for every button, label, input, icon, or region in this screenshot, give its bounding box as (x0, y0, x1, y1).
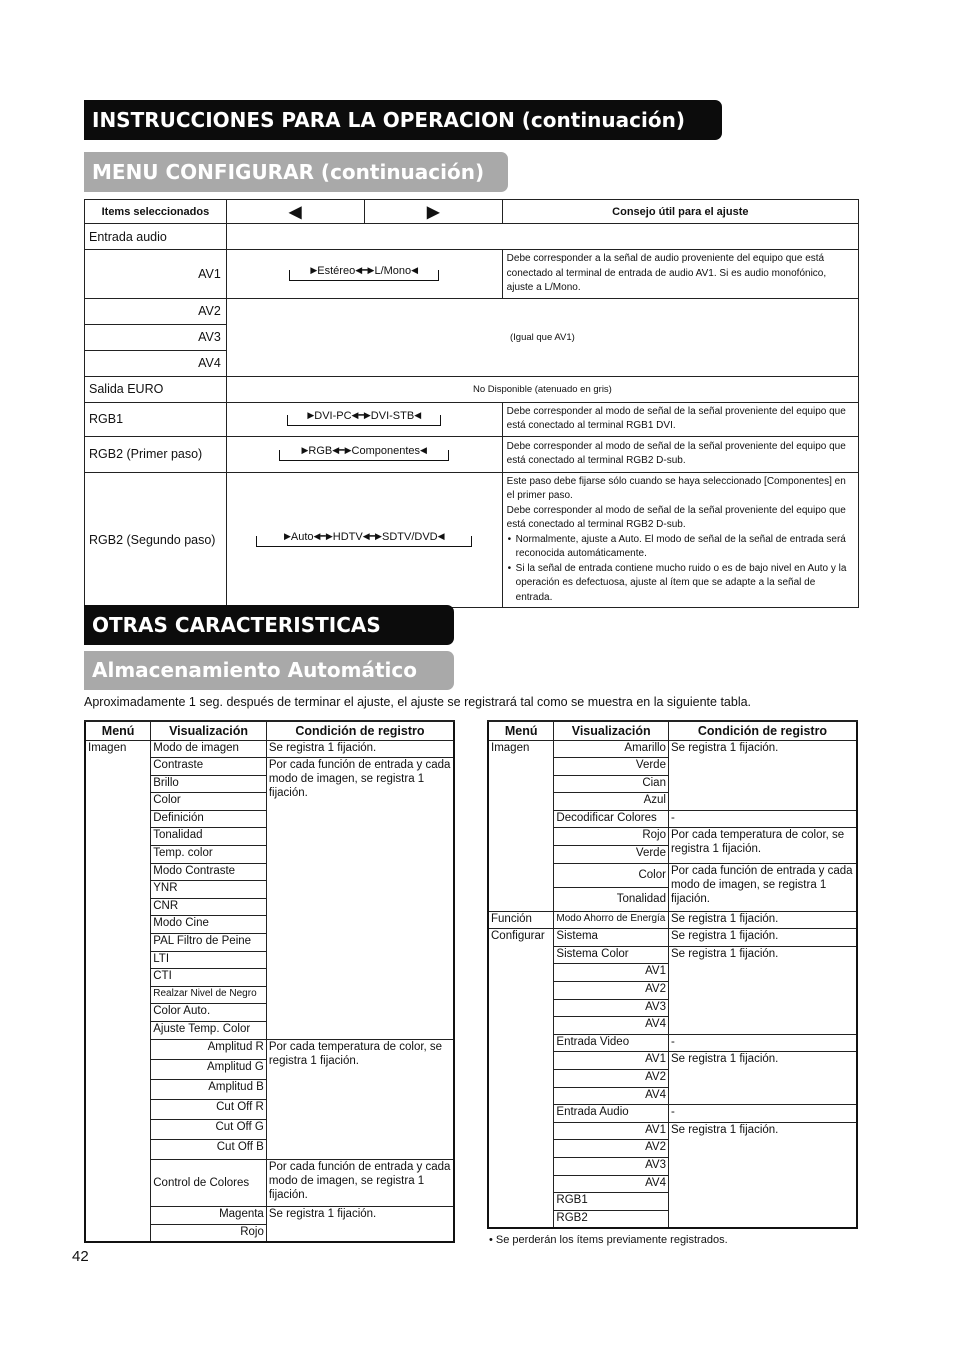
vis-item: Amplitud G (151, 1059, 267, 1079)
vis-item: AV1 (554, 1122, 669, 1140)
rgb2b-tip (502, 472, 858, 608)
vis-item: Rojo (151, 1224, 267, 1242)
vis-item: Modo Contraste (151, 863, 267, 881)
row-salida-euro: Salida EURO (85, 376, 227, 402)
vis-item: Modo Cine (151, 916, 267, 934)
right-arrow-icon: ▶ (364, 200, 502, 224)
vis-item: Color (554, 863, 669, 887)
vis-item: Rojo (554, 828, 669, 846)
vis-item: Modo de imagen (151, 740, 267, 758)
cond-cell: Se registra 1 fijación. (668, 946, 857, 1034)
cond-cell: Por cada función de entrada y cada modo de imagen, se registra 1 fijación. (668, 863, 857, 911)
cond-cell: - (668, 810, 857, 828)
vis-item: Entrada Video (554, 1034, 669, 1052)
vis-item: Cut Off R (151, 1099, 267, 1119)
vis-item: AV2 (554, 1140, 669, 1158)
header-menu: Menú (488, 721, 554, 740)
cycle-option: DVI-PC (314, 409, 352, 422)
cycle-option: SDTV/DVD (381, 530, 438, 543)
tip-text: Este paso debe fijarse sólo cuando se haya seleccionado [Componentes] en el primer paso. (506, 475, 846, 501)
vis-item: Verde (554, 846, 669, 864)
row-av2-label: AV2 (85, 298, 227, 324)
row-rgb2-segundo: RGB2 (Segundo paso) (85, 472, 227, 608)
menu-imagen: Imagen (488, 740, 554, 911)
rgb2a-tip: Debe corresponder al modo de señal de la señal proveniente del equipo que está conectado al terminal RGB2 D-sub. (502, 436, 858, 472)
cond-cell: Por cada temperatura de color, se registra 1 fijación. (266, 1039, 454, 1159)
cond-cell: Se registra 1 fijación. (668, 929, 857, 947)
settings-table (84, 199, 859, 608)
header-condicion: Condición de registro (668, 721, 857, 740)
intro-text: Aproximadamente 1 seg. después de terminar el ajuste, el ajuste se registrará tal como se muestra en la siguiente tabla. (84, 695, 752, 709)
vis-item: AV4 (554, 1175, 669, 1193)
menu-imagen: Imagen (85, 740, 151, 1242)
vis-item: Realzar Nivel de Negro (151, 986, 267, 1004)
vis-item: Definición (151, 810, 267, 828)
vis-item: LTI (151, 951, 267, 969)
vis-item: Sistema (554, 929, 669, 947)
cond-cell: - (668, 1034, 857, 1052)
vis-item: CNR (151, 898, 267, 916)
header-condicion: Condición de registro (266, 721, 454, 740)
cond-cell: Por cada función de entrada y cada modo de imagen, se registra 1 fijación. (266, 758, 454, 1040)
vis-item: CTI (151, 969, 267, 987)
row-av3-label: AV3 (85, 324, 227, 350)
vis-item: AV4 (554, 1087, 669, 1105)
memory-table-left (84, 720, 455, 1243)
cond-cell: Se registra 1 fijación. (668, 911, 857, 929)
vis-item: Entrada Audio (554, 1105, 669, 1123)
vis-item: Cut Off G (151, 1119, 267, 1139)
row-rgb1: RGB1 (85, 402, 227, 436)
vis-item: AV2 (554, 982, 669, 1000)
vis-item: Amplitud B (151, 1079, 267, 1099)
vis-item: AV3 (554, 999, 669, 1017)
row-av1-label: AV1 (85, 250, 227, 299)
cycle-option: DVI-STB (370, 409, 415, 422)
vis-item: AV4 (554, 1017, 669, 1035)
cond-cell: - (668, 1105, 857, 1123)
vis-item: Ajuste Temp. Color (151, 1022, 267, 1040)
vis-item: Temp. color (151, 846, 267, 864)
vis-item: Decodificar Colores (554, 810, 669, 828)
rgb2b-cycle: ▶ Auto ◀━▶ HDTV ◀━▶ SDTV/DVD ◀ (226, 472, 502, 608)
left-arrow-icon: ◀ (226, 200, 364, 224)
menu-funcion: Función (488, 911, 554, 929)
vis-item: Color (151, 793, 267, 811)
same-as-av1: (Igual que AV1) (226, 298, 858, 376)
tip-text: Debe corresponder al modo de señal de la señal proveniente del equipo que está conectado al terminal RGB2 D-sub. (506, 504, 846, 530)
row-av4-label: AV4 (85, 350, 227, 376)
vis-item: PAL Filtro de Peine (151, 934, 267, 952)
vis-item: Sistema Color (554, 946, 669, 964)
vis-item: Amarillo (554, 740, 669, 758)
vis-item: Contraste (151, 758, 267, 776)
header-items: Items seleccionados (85, 200, 227, 224)
vis-item: Cian (554, 775, 669, 793)
rgb2a-cycle: ▶ RGB ◀━▶ Componentes ◀ (226, 436, 502, 472)
cycle-option: Auto (290, 530, 314, 543)
cond-cell: Se registra 1 fijación. (668, 740, 857, 810)
empty-cell (226, 224, 858, 250)
vis-item: Cut Off B (151, 1139, 267, 1159)
section-banner-instrucciones: INSTRUCCIONES PARA LA OPERACION (continuación) (84, 100, 722, 140)
cycle-option: Componentes (351, 444, 421, 457)
section-banner-almacenamiento: Almacenamiento Automático (84, 651, 454, 690)
salida-euro-value: No Disponible (atenuado en gris) (226, 376, 858, 402)
vis-item: RGB1 (554, 1193, 669, 1211)
vis-item: RGB2 (554, 1210, 669, 1228)
tip-bullet: • Si la señal de entrada contiene mucho ruido o es de bajo nivel en Auto y la operación es defectuosa, ajuste al ítem que se adapte a la señal de entrada. (516, 562, 854, 606)
vis-item: Control de Colores (151, 1159, 267, 1206)
vis-item: Azul (554, 793, 669, 811)
cond-cell: Se registra 1 fijación. (668, 1052, 857, 1105)
cond-cell: Se registra 1 fijación. (266, 740, 454, 758)
cond-cell: Se registra 1 fijación. (668, 1122, 857, 1228)
vis-item: Tonalidad (151, 828, 267, 846)
header-tip: Consejo útil para el ajuste (502, 200, 858, 224)
header-visualizacion: Visualización (151, 721, 267, 740)
memory-table-right (487, 720, 858, 1229)
tip-bullet: • Normalmente, ajuste a Auto. El modo de señal de la señal de entrada será reconocida automáticamente. (516, 533, 854, 562)
row-rgb2-primer: RGB2 (Primer paso) (85, 436, 227, 472)
section-banner-otras: OTRAS CARACTERISTICAS (84, 605, 454, 645)
page-number: 42 (72, 1248, 89, 1265)
header-visualizacion: Visualización (554, 721, 669, 740)
footnote: • Se perderán los ítems previamente registrados. (489, 1234, 728, 1246)
vis-item: Verde (554, 758, 669, 776)
cycle-option: RGB (308, 444, 333, 457)
rgb1-tip: Debe corresponder al modo de señal de la señal proveniente del equipo que está conectado al terminal RGB1 DVI. (502, 402, 858, 436)
row-entrada-audio: Entrada audio (85, 224, 227, 250)
cycle-option: HDTV (332, 530, 363, 543)
vis-item: AV2 (554, 1070, 669, 1088)
header-menu: Menú (85, 721, 151, 740)
vis-item: Magenta (151, 1206, 267, 1224)
cond-cell: Se registra 1 fijación. (266, 1206, 454, 1242)
vis-item: Color Auto. (151, 1004, 267, 1022)
menu-configurar: Configurar (488, 929, 554, 1228)
vis-item: YNR (151, 881, 267, 899)
cycle-option: Estéreo (317, 264, 356, 277)
cond-cell: Por cada temperatura de color, se registra 1 fijación. (668, 828, 857, 863)
rgb1-cycle: ▶ DVI-PC ◀━▶ DVI-STB ◀ (226, 402, 502, 436)
vis-item: AV1 (554, 1052, 669, 1070)
cycle-option: L/Mono (374, 264, 412, 277)
vis-item: Modo Ahorro de Energía (554, 911, 669, 929)
vis-item: AV3 (554, 1157, 669, 1175)
vis-item: Tonalidad (554, 887, 669, 911)
vis-item: Amplitud R (151, 1039, 267, 1059)
av1-cycle: ▶ Estéreo ◀━▶ L/Mono ◀ (226, 250, 502, 299)
vis-item: Brillo (151, 775, 267, 793)
vis-item: AV1 (554, 964, 669, 982)
cond-cell: Por cada función de entrada y cada modo de imagen, se registra 1 fijación. (266, 1159, 454, 1206)
section-banner-menu-configurar: MENU CONFIGURAR (continuación) (84, 152, 508, 192)
av1-tip: Debe corresponder a la señal de audio proveniente del equipo que está conectado al terminal de entrada de audio AV1. Si es audio monofónico, ajuste a L/Mono. (502, 250, 858, 299)
